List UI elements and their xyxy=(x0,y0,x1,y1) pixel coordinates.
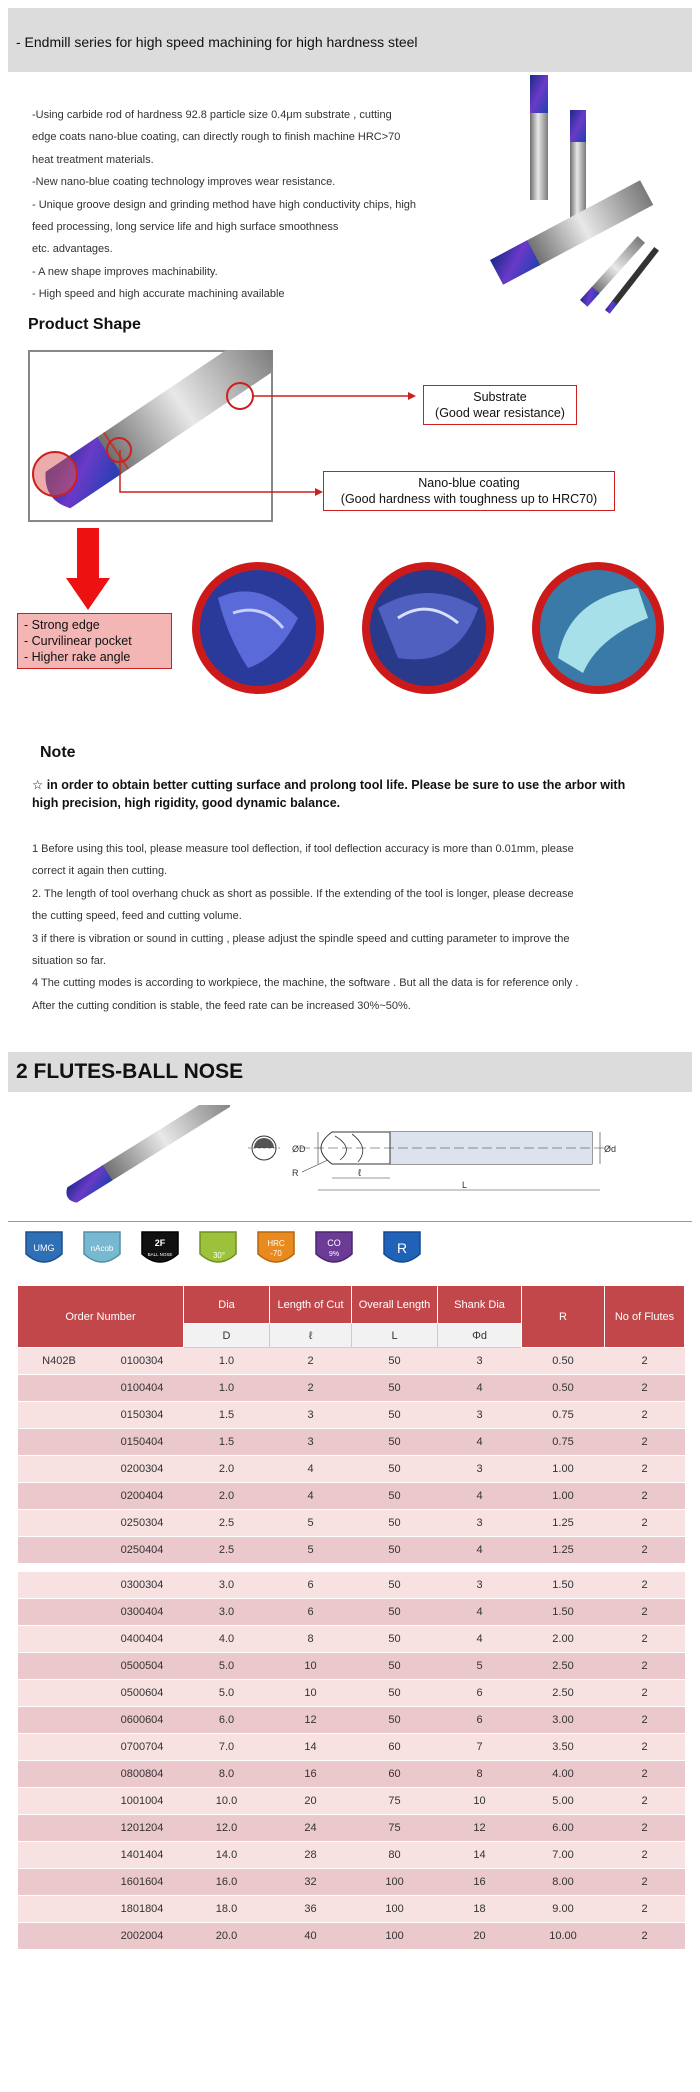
table-cell: 2 xyxy=(605,1456,685,1483)
table-cell: 6 xyxy=(270,1572,352,1599)
table-cell: 1.00 xyxy=(522,1456,605,1483)
substrate-label xyxy=(423,385,577,425)
substrate-desc: (Good wear resistance) xyxy=(435,406,565,420)
drawing-label-dia: ØD xyxy=(292,1144,306,1154)
badge-text: 2F xyxy=(154,1238,166,1248)
series-cell xyxy=(18,1761,101,1788)
table-row xyxy=(18,1572,685,1599)
table-cell: 8.00 xyxy=(522,1869,605,1896)
table-cell: 1.0 xyxy=(184,1375,270,1402)
series-cell xyxy=(18,1923,101,1950)
table-cell: 100 xyxy=(352,1896,438,1923)
intro-line: - Unique groove design and grinding method have high conductivity chips, high xyxy=(32,198,417,211)
table-cell: 50 xyxy=(352,1680,438,1707)
table-cell: 50 xyxy=(352,1572,438,1599)
table-cell: 2 xyxy=(605,1680,685,1707)
table-row xyxy=(18,1734,685,1761)
table-cell: 50 xyxy=(352,1456,438,1483)
table-cell: 10.00 xyxy=(522,1923,605,1950)
table-cell: 100 xyxy=(352,1923,438,1950)
substrate-title: Substrate xyxy=(473,390,527,404)
table-row-spacer xyxy=(18,1564,685,1572)
table-cell: 2.0 xyxy=(184,1483,270,1510)
table-cell: 0150404 xyxy=(101,1429,184,1456)
table-cell: 2 xyxy=(605,1707,685,1734)
divider xyxy=(8,1221,692,1222)
table-cell: 2 xyxy=(605,1402,685,1429)
table-cell: 5.00 xyxy=(522,1788,605,1815)
badge-text: CO xyxy=(327,1238,341,1248)
table-cell: 0200304 xyxy=(101,1456,184,1483)
table-row xyxy=(18,1788,685,1815)
spec-table xyxy=(17,1285,685,1950)
intro-text xyxy=(32,104,472,306)
table-cell: 1801804 xyxy=(101,1896,184,1923)
page-banner xyxy=(8,8,692,72)
table-cell: 3.50 xyxy=(522,1734,605,1761)
table-cell: 12 xyxy=(270,1707,352,1734)
product-shape-title: Product Shape xyxy=(28,316,141,333)
table-cell: 0700704 xyxy=(101,1734,184,1761)
intro-line: -New nano-blue coating technology improves wear resistance. xyxy=(32,176,336,189)
table-cell: 4 xyxy=(438,1429,522,1456)
table-cell: 0400404 xyxy=(101,1626,184,1653)
table-cell: 50 xyxy=(352,1653,438,1680)
flutes-banner xyxy=(8,1052,692,1092)
table-cell: 2.0 xyxy=(184,1456,270,1483)
note-item: 1 Before using this tool, please measure tool deflection, if tool deflection accuracy is more than 0.01mm, please xyxy=(32,843,574,855)
2f-ball-nose-badge-icon xyxy=(140,1230,180,1268)
table-cell: 3 xyxy=(270,1402,352,1429)
table-cell: 0.50 xyxy=(522,1375,605,1402)
series-cell xyxy=(18,1537,101,1564)
note-title: Note xyxy=(40,744,76,761)
closeup-edge-photo xyxy=(188,558,328,698)
table-row xyxy=(18,1815,685,1842)
table-row xyxy=(18,1510,685,1537)
table-cell: 2 xyxy=(605,1734,685,1761)
badge-subtext: 9% xyxy=(328,1251,340,1258)
table-cell: 50 xyxy=(352,1375,438,1402)
table-cell: 1001004 xyxy=(101,1788,184,1815)
table-cell: 9.00 xyxy=(522,1896,605,1923)
table-cell: 5 xyxy=(270,1510,352,1537)
series-cell xyxy=(18,1788,101,1815)
table-row xyxy=(18,1869,685,1896)
note-item: correct it again then cutting. xyxy=(32,865,168,878)
feature-item: - Curvilinear pocket xyxy=(24,634,132,648)
table-cell: 75 xyxy=(352,1815,438,1842)
table-cell: 2 xyxy=(605,1761,685,1788)
badge-text: nAcob xyxy=(90,1244,114,1253)
table-cell: 50 xyxy=(352,1707,438,1734)
co9-badge-icon xyxy=(314,1230,354,1268)
drawing-label-cut-length: ℓ xyxy=(358,1168,362,1179)
star-icon: ☆ xyxy=(32,778,44,792)
table-row xyxy=(18,1456,685,1483)
subheader-shank: Φd xyxy=(438,1324,522,1348)
spec-table-body xyxy=(18,1348,685,1950)
header-dia: Dia xyxy=(184,1286,270,1324)
table-cell: 20 xyxy=(270,1788,352,1815)
table-cell: 1.0 xyxy=(184,1348,270,1375)
table-cell: 10 xyxy=(270,1680,352,1707)
table-cell: 4 xyxy=(438,1599,522,1626)
badge-text: 30° xyxy=(212,1251,226,1260)
badge-text: HRC xyxy=(267,1239,285,1248)
table-cell: 10.0 xyxy=(184,1788,270,1815)
table-cell: 3.0 xyxy=(184,1572,270,1599)
table-row xyxy=(18,1842,685,1869)
series-cell xyxy=(18,1626,101,1653)
series-cell xyxy=(18,1456,101,1483)
intro-line: etc. advantages. xyxy=(32,243,113,256)
table-row xyxy=(18,1923,685,1950)
umg-badge-icon xyxy=(24,1230,64,1268)
technical-drawing xyxy=(240,1110,630,1200)
subheader-L: L xyxy=(352,1324,438,1348)
table-cell: 0150304 xyxy=(101,1402,184,1429)
table-row xyxy=(18,1896,685,1923)
table-cell: 1.25 xyxy=(522,1510,605,1537)
series-cell xyxy=(18,1869,101,1896)
table-cell: 2 xyxy=(605,1788,685,1815)
table-cell: 4.0 xyxy=(184,1626,270,1653)
table-cell: 3 xyxy=(438,1348,522,1375)
table-cell: 3 xyxy=(438,1402,522,1429)
radius-badge-icon xyxy=(382,1230,422,1268)
table-cell: 2 xyxy=(605,1483,685,1510)
table-cell: 40 xyxy=(270,1923,352,1950)
series-cell xyxy=(18,1599,101,1626)
table-cell: 2 xyxy=(605,1653,685,1680)
table-cell: 3.0 xyxy=(184,1599,270,1626)
header-r: R xyxy=(522,1286,605,1348)
table-cell: 0800804 xyxy=(101,1761,184,1788)
note-item: 3 if there is vibration or sound in cutting , please adjust the spindle speed and cutting parameter to improve the xyxy=(32,932,570,945)
series-cell xyxy=(18,1653,101,1680)
table-cell: 12.0 xyxy=(184,1815,270,1842)
table-cell: 0100304 xyxy=(101,1348,184,1375)
table-cell: 32 xyxy=(270,1869,352,1896)
series-cell xyxy=(18,1375,101,1402)
flutes-title: 2 FLUTES-BALL NOSE xyxy=(16,1060,244,1083)
table-cell: 0200404 xyxy=(101,1483,184,1510)
drawing-label-overall-length: L xyxy=(462,1180,468,1190)
note-item: 4 The cutting modes is according to workpiece, the machine, the software . But all the data is for reference only . xyxy=(32,977,579,990)
table-cell: 50 xyxy=(352,1510,438,1537)
table-row xyxy=(18,1653,685,1680)
table-cell: 0.50 xyxy=(522,1348,605,1375)
table-cell: 14 xyxy=(270,1734,352,1761)
badge-text: UMG xyxy=(33,1243,55,1253)
table-row xyxy=(18,1680,685,1707)
table-cell: 1.50 xyxy=(522,1599,605,1626)
series-cell xyxy=(18,1680,101,1707)
table-cell: 50 xyxy=(352,1348,438,1375)
table-cell: 50 xyxy=(352,1429,438,1456)
series-cell xyxy=(18,1483,101,1510)
table-cell: 1401404 xyxy=(101,1842,184,1869)
table-cell: 5 xyxy=(270,1537,352,1564)
table-cell: 0500604 xyxy=(101,1680,184,1707)
drawing-label-radius: R xyxy=(292,1168,299,1178)
table-cell: 50 xyxy=(352,1483,438,1510)
table-cell: 1.25 xyxy=(522,1537,605,1564)
intro-line: feed processing, long service life and high surface smoothness xyxy=(32,221,339,234)
table-cell: 3 xyxy=(438,1456,522,1483)
banner-title: - Endmill series for high speed machining for high hardness steel xyxy=(16,34,418,50)
table-cell: 12 xyxy=(438,1815,522,1842)
table-cell: 2 xyxy=(605,1375,685,1402)
table-cell: 6 xyxy=(270,1599,352,1626)
table-cell: 2 xyxy=(605,1348,685,1375)
series-cell xyxy=(18,1707,101,1734)
table-cell: 3 xyxy=(270,1429,352,1456)
table-cell: 5 xyxy=(438,1653,522,1680)
series-cell xyxy=(18,1896,101,1923)
table-cell: 4 xyxy=(438,1626,522,1653)
series-cell xyxy=(18,1572,101,1599)
closeup-rake-photo xyxy=(528,558,668,698)
table-cell: 3.00 xyxy=(522,1707,605,1734)
table-cell: 3 xyxy=(438,1572,522,1599)
table-cell: 4 xyxy=(438,1483,522,1510)
note-item: 2. The length of tool overhang chuck as short as possible. If the extending of the tool is longer, please decrease xyxy=(32,887,574,900)
table-cell: 6 xyxy=(438,1707,522,1734)
table-cell: 2.5 xyxy=(184,1510,270,1537)
series-cell xyxy=(18,1429,101,1456)
table-cell: 6.00 xyxy=(522,1815,605,1842)
table-cell: 80 xyxy=(352,1842,438,1869)
header-order-number: Order Number xyxy=(18,1286,184,1348)
table-row xyxy=(18,1537,685,1564)
table-cell: 6 xyxy=(438,1680,522,1707)
table-cell: 60 xyxy=(352,1761,438,1788)
table-row xyxy=(18,1429,685,1456)
table-cell: 0300404 xyxy=(101,1599,184,1626)
series-cell xyxy=(18,1842,101,1869)
table-cell: 2.00 xyxy=(522,1626,605,1653)
table-cell: 18.0 xyxy=(184,1896,270,1923)
table-cell: 28 xyxy=(270,1842,352,1869)
drawing-label-shank: Ød xyxy=(604,1144,617,1154)
table-cell: 1201204 xyxy=(101,1815,184,1842)
table-cell: 14.0 xyxy=(184,1842,270,1869)
table-cell: 8 xyxy=(438,1761,522,1788)
table-cell: 20 xyxy=(438,1923,522,1950)
table-cell: 2.5 xyxy=(184,1537,270,1564)
table-cell: 36 xyxy=(270,1896,352,1923)
feature-item: - Strong edge xyxy=(24,618,100,632)
note-emphasis-line: high precision, high rigidity, good dynamic balance. xyxy=(32,796,341,810)
series-cell: N402B xyxy=(18,1348,101,1375)
feature-item: - Higher rake angle xyxy=(24,650,131,664)
table-row xyxy=(18,1348,685,1375)
series-cell xyxy=(18,1402,101,1429)
table-cell: 2 xyxy=(605,1510,685,1537)
table-cell: 2 xyxy=(605,1815,685,1842)
table-cell: 0.75 xyxy=(522,1429,605,1456)
table-cell: 2 xyxy=(605,1572,685,1599)
note-item: situation so far. xyxy=(32,955,106,968)
closeup-pocket-photo xyxy=(358,558,498,698)
table-cell: 75 xyxy=(352,1788,438,1815)
nacob-badge-icon xyxy=(82,1230,122,1268)
table-cell: 50 xyxy=(352,1537,438,1564)
coating-title: Nano-blue coating xyxy=(418,476,520,490)
table-cell: 0100404 xyxy=(101,1375,184,1402)
table-cell: 16 xyxy=(438,1869,522,1896)
table-cell: 18 xyxy=(438,1896,522,1923)
table-cell: 0.75 xyxy=(522,1402,605,1429)
table-row xyxy=(18,1761,685,1788)
note-item: the cutting speed, feed and cutting volume. xyxy=(32,910,242,923)
series-cell xyxy=(18,1510,101,1537)
table-row xyxy=(18,1707,685,1734)
table-cell: 4 xyxy=(438,1537,522,1564)
table-row xyxy=(18,1626,685,1653)
table-cell: 2 xyxy=(605,1896,685,1923)
table-cell: 10 xyxy=(270,1653,352,1680)
badge-text: R xyxy=(396,1240,408,1256)
table-row xyxy=(18,1402,685,1429)
table-cell: 20.0 xyxy=(184,1923,270,1950)
table-cell: 1.5 xyxy=(184,1429,270,1456)
table-cell: 2 xyxy=(605,1923,685,1950)
table-cell: 2 xyxy=(605,1626,685,1653)
table-cell: 4.00 xyxy=(522,1761,605,1788)
hrc70-badge-icon xyxy=(256,1230,296,1268)
intro-line: heat treatment materials. xyxy=(32,153,154,166)
table-cell: 7 xyxy=(438,1734,522,1761)
table-cell: 7.00 xyxy=(522,1842,605,1869)
table-row xyxy=(18,1375,685,1402)
header-shank-dia: Shank Dia xyxy=(438,1286,522,1324)
header-length-of-cut: Length of Cut xyxy=(270,1286,352,1324)
table-cell: 4 xyxy=(270,1456,352,1483)
down-arrow-icon xyxy=(66,528,110,612)
note-emphasis-line: in order to obtain better cutting surface and prolong tool life. Please be sure to use the arbor with xyxy=(43,778,626,792)
table-cell: 1.00 xyxy=(522,1483,605,1510)
table-cell: 2 xyxy=(270,1375,352,1402)
table-cell: 2 xyxy=(605,1537,685,1564)
table-cell: 0600604 xyxy=(101,1707,184,1734)
table-cell: 0300304 xyxy=(101,1572,184,1599)
features-box xyxy=(17,613,172,669)
table-cell: 1.5 xyxy=(184,1402,270,1429)
table-cell: 4 xyxy=(270,1483,352,1510)
table-cell: 0500504 xyxy=(101,1653,184,1680)
table-cell: 8.0 xyxy=(184,1761,270,1788)
subheader-d: D xyxy=(184,1324,270,1348)
coating-desc: (Good hardness with toughness up to HRC70) xyxy=(340,492,598,506)
table-cell: 5.0 xyxy=(184,1680,270,1707)
badge-subtext: -70 xyxy=(270,1249,282,1258)
table-cell: 6.0 xyxy=(184,1707,270,1734)
table-cell: 16.0 xyxy=(184,1869,270,1896)
table-cell: 16 xyxy=(270,1761,352,1788)
header-overall-length: Overall Length xyxy=(352,1286,438,1324)
note-emphasis xyxy=(32,776,672,812)
table-cell: 2.50 xyxy=(522,1653,605,1680)
table-cell: 50 xyxy=(352,1599,438,1626)
series-cell xyxy=(18,1734,101,1761)
table-cell: 1.50 xyxy=(522,1572,605,1599)
table-cell: 2 xyxy=(605,1842,685,1869)
table-cell: 60 xyxy=(352,1734,438,1761)
table-cell: 50 xyxy=(352,1626,438,1653)
header-flutes: No of Flutes xyxy=(605,1286,685,1348)
table-row xyxy=(18,1483,685,1510)
30-degree-badge-icon xyxy=(198,1230,238,1268)
endmills-photo xyxy=(470,70,690,320)
table-cell: 2 xyxy=(270,1348,352,1375)
table-cell: 24 xyxy=(270,1815,352,1842)
table-cell: 10 xyxy=(438,1788,522,1815)
series-cell xyxy=(18,1815,101,1842)
badge-subtext: BALL NOSE xyxy=(147,1252,173,1257)
table-cell: 8 xyxy=(270,1626,352,1653)
ball-nose-endmill-photo xyxy=(60,1105,230,1205)
table-cell: 100 xyxy=(352,1869,438,1896)
intro-line: - A new shape improves machinability. xyxy=(32,265,218,278)
intro-line: -Using carbide rod of hardness 92.8 particle size 0.4μm substrate , cutting xyxy=(32,109,392,121)
table-cell: 50 xyxy=(352,1402,438,1429)
table-cell: 2 xyxy=(605,1869,685,1896)
table-cell: 0250304 xyxy=(101,1510,184,1537)
table-cell: 7.0 xyxy=(184,1734,270,1761)
table-row xyxy=(18,1599,685,1626)
subheader-l: ℓ xyxy=(270,1324,352,1348)
table-cell: 3 xyxy=(438,1510,522,1537)
table-cell: 0250404 xyxy=(101,1537,184,1564)
table-cell: 1601604 xyxy=(101,1869,184,1896)
table-cell: 2002004 xyxy=(101,1923,184,1950)
table-cell: 2 xyxy=(605,1599,685,1626)
note-item: After the cutting condition is stable, the feed rate can be increased 30%~50%. xyxy=(32,999,411,1012)
table-cell: 4 xyxy=(438,1375,522,1402)
table-cell: 2 xyxy=(605,1429,685,1456)
table-cell: 2.50 xyxy=(522,1680,605,1707)
intro-line: - High speed and high accurate machining available xyxy=(32,288,285,301)
intro-line: edge coats nano-blue coating, can directly rough to finish machine HRC>70 xyxy=(32,131,401,144)
table-cell: 5.0 xyxy=(184,1653,270,1680)
coating-label xyxy=(323,471,615,511)
note-items xyxy=(32,838,682,1017)
table-cell: 14 xyxy=(438,1842,522,1869)
